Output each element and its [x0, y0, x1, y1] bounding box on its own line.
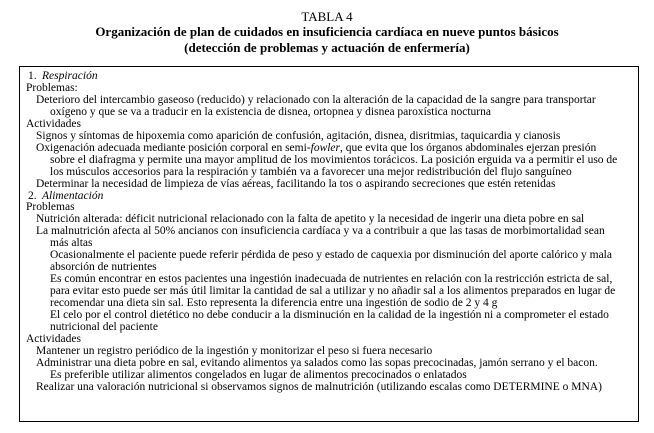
problem-line: oxígeno y que se va a traducir en la existencia de disnea, ortopnea y disnea paroxística nocturna: [50, 105, 491, 118]
activities-label: Actividades: [26, 332, 81, 345]
problem-line: absorción de nutrientes: [50, 261, 157, 274]
activity-line: [26, 143, 632, 155]
section-name: Respiración: [42, 70, 98, 82]
activity-text: Oxigenación adecuada mediante posición corporal en semi-: [36, 141, 311, 154]
problem-line: El celo por el control dietético no debe conducir a la disminución en la calidad de la ingestión ni a comprometer el estado: [50, 309, 609, 322]
problem-line: recomendar una dieta sin sal. Esto representa la diferencia entre una ingestión de sodio de 2 y 4 g: [50, 297, 498, 310]
activity-line: los músculos accesorios para la respiración y también va a favorecer una mejor redistribución del flujo sanguíneo: [50, 165, 572, 178]
problem-line: Deterioro del intercambio gaseoso (reducido) y relacionado con la alteración de la capacidad de la sangre para transportar: [36, 93, 596, 106]
problem-line: nutricional del paciente: [50, 321, 158, 334]
problem-line: Es común encontrar en estos pacientes una ingestión inadecuada de nutrientes en relación con la restricción estricta de sal,: [50, 273, 613, 286]
problem-line: más altas: [50, 237, 93, 250]
activity-line: Determinar la necesidad de limpieza de vías aéreas, facilitando la tos o aspirando secreciones que estén retenidas: [36, 177, 556, 190]
section-heading-respiracion: [26, 71, 632, 83]
problem-line: La malnutrición afecta al 50% ancianos con insuficiencia cardíaca y va a contribuir a que las tasas de morbimortalidad sean: [36, 225, 605, 238]
section-heading-alimentacion: [26, 191, 632, 203]
section-name: Alimentación: [42, 189, 104, 202]
activity-text: , que evita que los órganos abdominales ejerzan presión: [340, 141, 597, 154]
activity-line: Signos y síntomas de hipoxemia como aparición de confusión, agitación, disnea, disritmias, taquicardia y cianosis: [36, 129, 561, 142]
table-title-line-2: (detección de problemas y actuación de enfermería): [184, 40, 470, 55]
table-title-line-1: Organización de plan de cuidados en insuficiencia cardíaca en nueve puntos básicos: [95, 24, 559, 39]
problems-label: Problemas: [26, 201, 75, 214]
problem-line: Ocasionalmente el paciente puede referir pérdida de peso y estado de caquexia por disminución del aporte calórico y mala: [50, 249, 612, 262]
activity-line: sobre el diafragma y permite una mayor amplitud de los movimientos torácicos. La posición erguida va a permitir el uso de: [50, 153, 618, 166]
table-box: [19, 66, 639, 422]
table-caption: TABLA 4: [301, 9, 353, 24]
problems-label: Problemas:: [26, 81, 78, 94]
section-number: 2.: [28, 189, 37, 202]
activity-text-italic: fowler: [310, 141, 341, 154]
activity-line: Administrar una dieta pobre en sal, evitando alimentos ya salados como las sopas precocinadas, jamón serrano y el bacon.: [36, 356, 598, 369]
section-number: 1.: [28, 70, 37, 82]
activity-line: Es preferible utilizar alimentos congelados en lugar de alimentos precocinados o enlatados: [50, 368, 467, 381]
activities-label: Actividades: [26, 117, 81, 130]
problem-line: para evitar esto puede ser más útil limitar la cantidad de sal a utilizar y no añadir sal a los alimentos preparados en lugar de: [50, 285, 616, 298]
activity-line: Mantener un registro periódico de la ingestión y monitorizar el peso si fuera necesario: [36, 344, 433, 357]
problem-line: Nutrición alterada: déficit nutricional relacionado con la falta de apetito y la necesidad de ingerir una dieta pobre en sal: [36, 213, 585, 226]
activity-line: Realizar una valoración nutricional si observamos signos de malnutrición (utilizando escalas como DETERMINE o MNA): [36, 380, 602, 393]
